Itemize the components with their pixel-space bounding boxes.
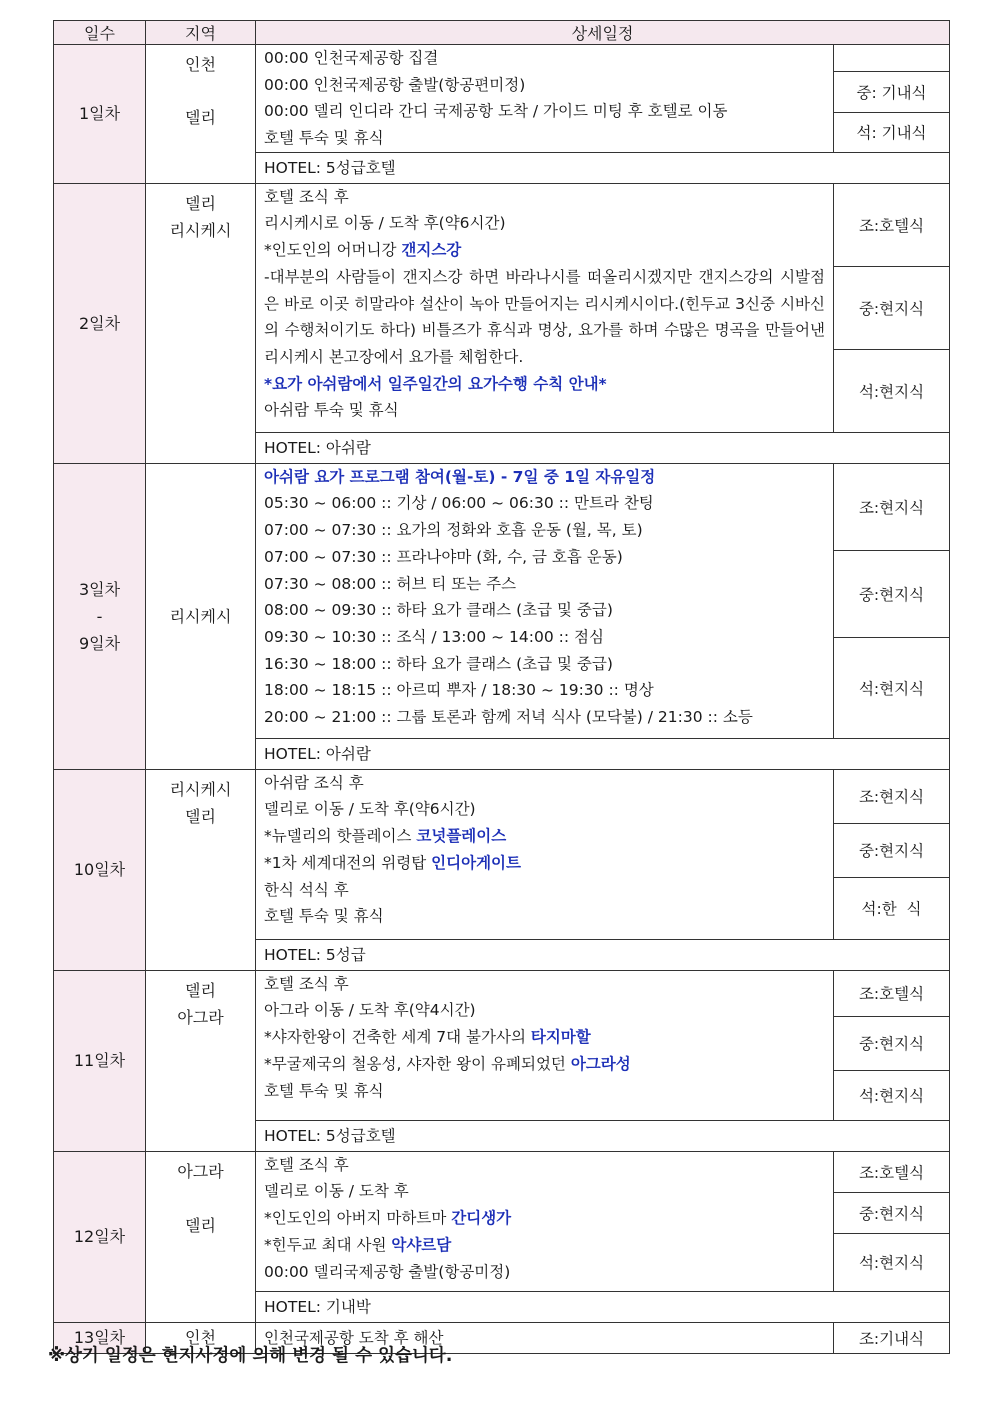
schedule-line: 00:00 델리국제공항 출발(항공미정)	[264, 1262, 511, 1281]
schedule-cell	[256, 1151, 834, 1291]
hotel-label: HOTEL: 기내박	[256, 1291, 950, 1322]
day-label-part: 1일차	[78, 104, 121, 124]
highlight-place: 갠지스강	[401, 241, 462, 260]
schedule-cell	[256, 769, 834, 939]
schedule-cell	[256, 45, 834, 153]
schedule-text: *뉴델리의 핫플레이스	[264, 827, 417, 846]
meal-cell: 중:현지식	[834, 550, 950, 637]
meal-cell: 조:호텔식	[834, 970, 950, 1016]
region-cell	[146, 970, 256, 1151]
meal-cell	[834, 45, 950, 72]
schedule-line: 07:00 ~ 07:30 :: 요가의 정화와 호흡 운동 (월, 목, 토)	[264, 521, 643, 540]
day-label: 13일차	[54, 1322, 146, 1353]
day-label-text	[54, 856, 145, 883]
region-label: 인천	[146, 1322, 256, 1353]
region-label: 아그라	[177, 1161, 224, 1181]
day-label-part: -	[96, 606, 103, 626]
region-cell	[146, 769, 256, 970]
schedule-text: *힌두교 최대 사원	[264, 1235, 392, 1254]
highlight-place: *요가 아쉬람에서 일주일간의 요가수행 수칙 안내*	[264, 374, 607, 393]
day-label-part: 3일차	[78, 579, 121, 599]
region-list	[146, 45, 255, 131]
schedule-line: 리시케시로 이동 / 도착 후(약6시간)	[264, 214, 506, 233]
day-label-text	[54, 1047, 145, 1074]
region-label: 델리	[185, 980, 216, 1000]
header-detail: 상세일정	[256, 21, 950, 45]
region-list	[146, 603, 255, 630]
schedule-line: 20:00 ~ 21:00 :: 그룹 토론과 함께 저녁 식사 (모닥불) / 21:30 :: 소등	[264, 707, 753, 726]
meal-cell: 석:현지식	[834, 1070, 950, 1120]
schedule-line: 호텔 투숙 및 휴식	[264, 1081, 384, 1100]
schedule-line: 델리로 이동 / 도착 후(약6시간)	[264, 800, 476, 819]
region-label: 델리	[185, 108, 216, 127]
schedule-line: 18:00 ~ 18:15 :: 아르띠 뿌자 / 18:30 ~ 19:30 :: 명상	[264, 681, 654, 700]
meal-cell: 조:현지식	[834, 463, 950, 550]
schedule-line	[264, 464, 825, 491]
schedule-line: 델리로 이동 / 도착 후	[264, 1182, 409, 1201]
hotel-label: HOTEL: 5성급호텔	[256, 152, 950, 183]
day-row	[54, 45, 950, 72]
schedule-line: 09:30 ~ 10:30 :: 조식 / 13:00 ~ 14:00 :: 점심	[264, 627, 604, 646]
day-label-part: 11일차	[73, 1051, 126, 1071]
schedule-line	[264, 1205, 825, 1232]
schedule-line	[264, 1051, 825, 1078]
schedule-line: 호텔 조식 후	[264, 974, 349, 993]
day-label	[54, 970, 146, 1151]
day-label-text	[54, 100, 145, 127]
highlight-place: 간디생가	[451, 1209, 512, 1228]
schedule-text: *인도인의 어머니강	[264, 241, 402, 260]
schedule-cell	[256, 970, 834, 1120]
header-day: 일수	[54, 21, 146, 45]
schedule-line	[264, 371, 825, 398]
day-label-part: 12일차	[73, 1227, 126, 1247]
hotel-label: HOTEL: 아쉬람	[256, 432, 950, 463]
meal-cell: 조:호텔식	[834, 183, 950, 266]
meal-cell: 조:기내식	[834, 1322, 950, 1353]
region-label: 델리	[185, 1215, 216, 1235]
region-list	[146, 184, 255, 244]
highlight-place: 타지마할	[530, 1028, 591, 1047]
schedule-text: *인도인의 아버지 마하트마	[264, 1209, 452, 1228]
schedule-line: 한식 석식 후	[264, 880, 349, 899]
day-label-text	[54, 310, 145, 337]
schedule-line: 07:30 ~ 08:00 :: 허브 티 또는 주스	[264, 574, 517, 593]
day-label	[54, 45, 146, 184]
meal-cell: 중:현지식	[834, 823, 950, 877]
region-label: 리시케시	[169, 606, 232, 626]
day-label	[54, 769, 146, 970]
header-region: 지역	[146, 21, 256, 45]
meal-cell: 석:한 식	[834, 877, 950, 939]
schedule-paragraph: -대부분의 사람들이 갠지스강 하면 바라나시를 떠올리시겠지만 갠지스강의 시발점은 바로 이곳 히말라야 설산이 녹아 만들어지는 리시케시이다.(힌두교 3신중 시바신의 수행처이기도 하다) 비틀즈가 휴식과 명상, 요가를 하며 수많은 명곡을 만들어낸 리시케시 본고장에서 요가를 체험한다.	[264, 267, 825, 366]
day-label	[54, 463, 146, 769]
meal-cell: 중:현지식	[834, 1192, 950, 1233]
meal-cell: 조:호텔식	[834, 1151, 950, 1192]
meal-cell: 석:현지식	[834, 349, 950, 432]
highlight-place: 인디아게이트	[431, 853, 521, 872]
disclaimer-note: ※상기 일정은 현지사정에 의해 변경 될 수 있습니다.	[48, 1346, 453, 1366]
region-cell	[146, 183, 256, 463]
schedule-line	[264, 823, 825, 850]
region-list	[146, 971, 255, 1031]
day-row	[54, 183, 950, 266]
hotel-label: HOTEL: 아쉬람	[256, 738, 950, 769]
meal-cell: 중:현지식	[834, 1016, 950, 1070]
schedule-line	[264, 850, 825, 877]
region-cell	[146, 1151, 256, 1322]
schedule-cell	[256, 463, 834, 738]
region-label: 델리	[185, 193, 216, 213]
meal-cell: 석:현지식	[834, 1233, 950, 1291]
region-label: 아그라	[177, 1007, 224, 1027]
highlight-place: 아쉬람 요가 프로그램 참여(월-토) - 7일 중 1일 자유일정	[264, 467, 656, 486]
highlight-place: 아그라성	[570, 1054, 631, 1073]
day-label-part: 2일차	[78, 313, 121, 333]
highlight-place: 악샤르담	[391, 1235, 452, 1254]
meal-cell: 석: 기내식	[834, 112, 950, 152]
schedule-line: 아그라 이동 / 도착 후(약4시간)	[264, 1001, 476, 1020]
schedule-line: 00:00 델리 인디라 간디 국제공항 도착 / 가이드 미팅 후 호텔로 이동	[264, 102, 728, 121]
hotel-label: HOTEL: 5성급호텔	[256, 1120, 950, 1151]
day-label-part: 9일차	[78, 633, 121, 653]
highlight-place: 코넛플레이스	[416, 827, 507, 846]
day-label-text	[54, 1223, 145, 1250]
itinerary-table	[53, 20, 950, 1354]
schedule-line: 호텔 조식 후	[264, 187, 349, 206]
schedule-line: 00:00 인천국제공항 출발(항공편미정)	[264, 75, 526, 94]
day-label	[54, 183, 146, 463]
day-row	[54, 769, 950, 823]
hotel-label: HOTEL: 5성급	[256, 939, 950, 970]
meal-cell: 조:현지식	[834, 769, 950, 823]
day-label-text	[54, 576, 145, 657]
region-list	[146, 770, 255, 830]
schedule-line: 인천국제공항 도착 후 해산	[256, 1322, 834, 1353]
schedule-line	[264, 1232, 825, 1259]
schedule-text: *1차 세계대전의 위령탑	[264, 853, 432, 872]
region-label: 인천	[185, 55, 216, 74]
region-label: 델리	[185, 806, 216, 826]
schedule-line: 05:30 ~ 06:00 :: 기상 / 06:00 ~ 06:30 :: 만트라 찬팅	[264, 494, 654, 513]
schedule-line: 07:00 ~ 07:30 :: 프라나야마 (화, 수, 금 호흡 운동)	[264, 547, 623, 566]
schedule-line: 00:00 인천국제공항 집결	[264, 49, 439, 67]
region-cell	[146, 45, 256, 184]
region-label: 리시케시	[169, 220, 232, 240]
day-label-part: 10일차	[73, 860, 126, 880]
schedule-line: 08:00 ~ 09:30 :: 하타 요가 클래스 (초급 및 중급)	[264, 601, 613, 620]
meal-cell: 중:현지식	[834, 266, 950, 349]
schedule-line: 아쉬람 조식 후	[264, 773, 364, 792]
day-label	[54, 1151, 146, 1322]
meal-cell: 석:현지식	[834, 637, 950, 738]
schedule-line	[264, 1024, 825, 1051]
schedule-line	[264, 237, 825, 264]
header-row	[54, 21, 950, 45]
schedule-line: 호텔 조식 후	[264, 1155, 349, 1174]
schedule-text: *무굴제국의 철옹성, 샤자한 왕이 유폐되었던	[264, 1054, 571, 1073]
region-list	[146, 1152, 255, 1239]
day-row	[54, 463, 950, 550]
meal-cell: 중: 기내식	[834, 72, 950, 112]
schedule-line: 호텔 투숙 및 휴식	[264, 129, 384, 148]
schedule-cell	[256, 183, 834, 432]
schedule-text: *샤자한왕이 건축한 세계 7대 불가사의	[264, 1028, 531, 1047]
region-label: 리시케시	[169, 779, 232, 799]
region-cell	[146, 463, 256, 769]
schedule-line: 16:30 ~ 18:00 :: 하타 요가 클래스 (초급 및 중급)	[264, 654, 613, 673]
day-row	[54, 1151, 950, 1192]
schedule-line: 아쉬람 투숙 및 휴식	[264, 401, 399, 420]
day-row	[54, 970, 950, 1016]
schedule-line: 호텔 투숙 및 휴식	[264, 907, 384, 926]
